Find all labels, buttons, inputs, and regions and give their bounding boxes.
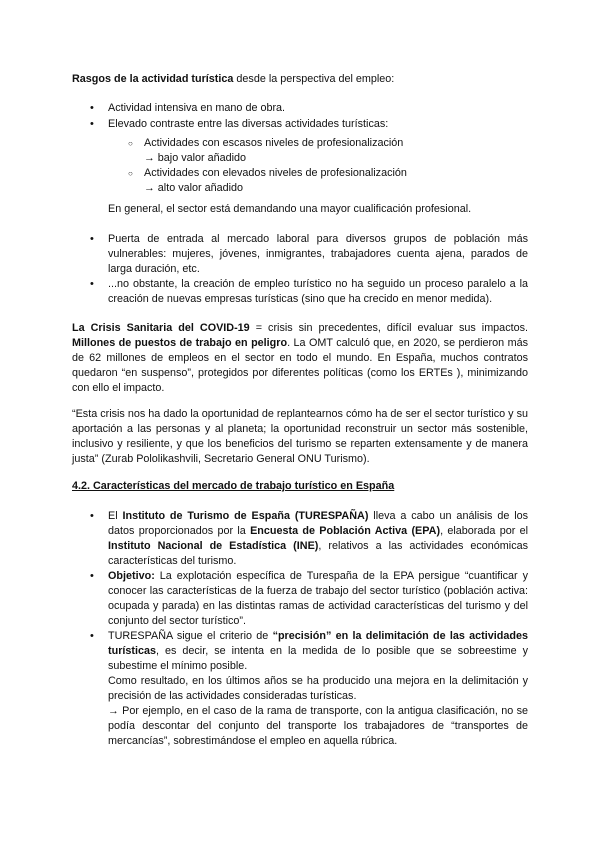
section-heading bbox=[72, 479, 528, 494]
sub-item-line1: ○ Actividades con elevados niveles de profesionalización bbox=[144, 167, 407, 179]
item1-text-2: lleva a cabo un análisis de los datos proporcionados por la bbox=[108, 510, 529, 537]
item3-bold-1: “precisión” en la delimitación de las actividades turísticas bbox=[108, 630, 528, 657]
list-item: • Puerta de entrada al mercado laboral para diversos grupos de población más vulnerables: mujeres, jóvenes, inmigrantes, trabajadores cuenta ajena, parados de larga duración, etc. bbox=[72, 232, 528, 277]
quote-paragraph: “Esta crisis nos ha dado la oportunidad de replantearnos cómo ha de ser el sector turístico y su aportación a las personas y al planeta; la oportunidad reconstruir un sector más sostenible, inclusivo y resiliente, y que los beneficios del turismo se reparten extensamente y de manera justa” (Zurab Pololikashvili, Secretario General ONU Turismo). bbox=[72, 408, 528, 465]
item3-text-1: TURESPAÑA sigue el criterio de bbox=[108, 630, 273, 642]
item2-bold-1: Objetivo: bbox=[108, 570, 155, 582]
rasgos-sub-list bbox=[72, 136, 528, 196]
sub-item-line2: → alto valor añadido bbox=[144, 182, 244, 194]
section-heading-text: 4.2. Características del mercado de trabajo turístico en España bbox=[72, 480, 395, 492]
rasgos-title-bold: Rasgos de la actividad turística bbox=[72, 73, 234, 85]
sub-item-line1: ○ Actividades con escasos niveles de profesionalización bbox=[144, 137, 404, 149]
crisis-bold-2: Millones de puestos de trabajo en peligro bbox=[72, 337, 288, 349]
item1-text-3: , elaborada por el bbox=[440, 525, 528, 537]
item1-text-4: , relativos a las actividades económicas características del turismo. bbox=[108, 540, 528, 567]
section-bullet-list bbox=[72, 509, 528, 749]
sub-item-line2: → bajo valor añadido bbox=[144, 152, 247, 164]
item1-bold-2: Encuesta de Población Activa (EPA) bbox=[250, 525, 441, 537]
crisis-bold-1: La Crisis Sanitaria del COVID-19 bbox=[72, 322, 250, 334]
rasgos-title bbox=[72, 72, 528, 87]
rasgos-title-rest: desde la perspectiva del empleo: bbox=[233, 73, 395, 85]
item3-paragraph-3: → Por ejemplo, en el caso de la rama de transporte, con la antigua clasificación, no se podía descontar del conjunto del transporte los trabajadores de “transportes de mercancías”, sobrestimándose el empleo en aquella rúbrica. bbox=[108, 705, 528, 747]
rasgos-bullet-list-2 bbox=[72, 232, 528, 307]
item3-paragraph-2: Como resultado, en los últimos años se ha producido una mejora en la delimitación y precisión de las actividades consideradas turísticas. bbox=[108, 675, 528, 702]
item1-bold-1: Instituto de Turismo de España (TURESPAÑA) bbox=[122, 510, 369, 522]
item1-bold-3: Instituto Nacional de Estadística (INE) bbox=[108, 540, 319, 552]
list-item bbox=[72, 166, 528, 196]
rasgos-general: En general, el sector está demandando una mayor cualificación profesional. bbox=[108, 203, 472, 215]
crisis-text-2: . La OMT calculó que, en 2020, se perdieron más de 62 millones de empleos en el sector en todo el mundo. En España, muchos contratos quedaron “en suspenso”, protegidos por diferentes políticas (como los ERTEs ), minimizando con ello el impacto. bbox=[72, 337, 528, 394]
list-item: • Elevado contraste entre las diversas actividades turísticas: bbox=[72, 117, 528, 132]
item3-text-2: , es decir, se intenta en la medida de lo posible que se sobreestime y subestime el mínimo posible. bbox=[108, 645, 528, 672]
item1-text-1: El bbox=[108, 510, 123, 522]
list-item: • ...no obstante, la creación de empleo turístico no ha seguido un proceso paralelo a la creación de nuevas empresas turísticas (sino que ha crecido en menor medida). bbox=[72, 277, 528, 307]
rasgos-bullet-list bbox=[72, 101, 528, 132]
list-item bbox=[72, 136, 528, 166]
list-item bbox=[72, 629, 528, 749]
list-item bbox=[72, 509, 528, 569]
crisis-text-1: = crisis sin precedentes, difícil evaluar sus impactos. bbox=[249, 322, 528, 334]
list-item: • Actividad intensiva en mano de obra. bbox=[72, 101, 528, 116]
item2-text-1: La explotación específica de Turespaña de la EPA persigue “cuantificar y conocer las características de la fuerza de trabajo del sector turístico (población activa: ocupada y parada) en las distintas ramas de actividad características del turismo y del conjunto del sector turístico”. bbox=[108, 570, 528, 627]
crisis-paragraph bbox=[72, 321, 528, 396]
list-item bbox=[72, 569, 528, 629]
